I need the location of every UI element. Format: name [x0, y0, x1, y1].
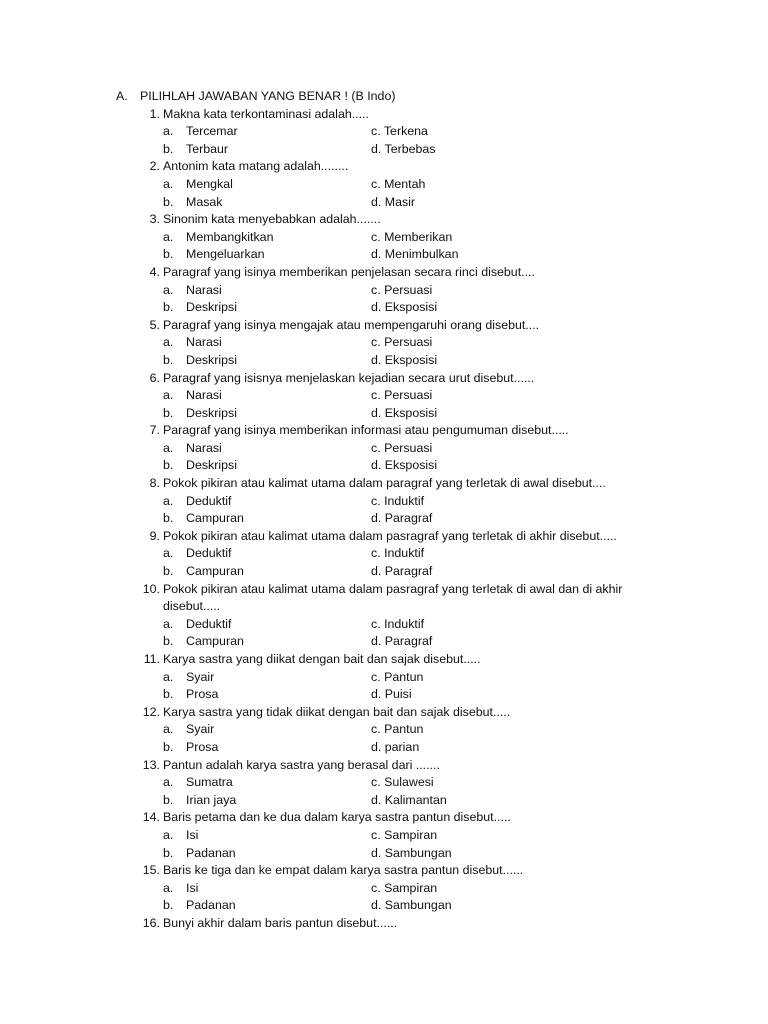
option-text: Membangkitkan	[186, 229, 274, 244]
option-text-right: c. Persuasi	[371, 388, 433, 403]
option-letter: a.	[163, 775, 174, 790]
question-text: Makna kata terkontaminasi adalah.....	[163, 106, 369, 121]
question-number: 3.	[149, 212, 160, 227]
option-row	[0, 633, 768, 651]
option-text-right: d. Menimbulkan	[371, 247, 459, 262]
question-line	[0, 651, 768, 669]
question-text: Bunyi akhir dalam baris pantun disebut......	[163, 915, 398, 930]
option-text-right: c. Pantun	[371, 722, 424, 737]
question-number: 9.	[149, 528, 160, 543]
question-text: Paragraf yang isisnya menjelaskan kejadian secara urut disebut......	[163, 370, 535, 385]
option-letter: a.	[163, 546, 174, 561]
question-text: Baris petama dan ke dua dalam karya sastra pantun disebut.....	[163, 810, 511, 825]
option-row	[0, 299, 768, 317]
option-letter: a.	[163, 722, 174, 737]
question-line	[0, 598, 768, 616]
option-letter: b.	[163, 458, 174, 473]
option-letter: b.	[163, 352, 174, 367]
option-row	[0, 686, 768, 704]
question-number: 2.	[149, 159, 160, 174]
question-number: 5.	[149, 317, 160, 332]
question-line	[0, 581, 768, 599]
option-row	[0, 669, 768, 687]
option-text-right: c. Persuasi	[371, 335, 433, 350]
question-text: Pokok pikiran atau kalimat utama dalam paragraf yang terletak di awal disebut....	[163, 476, 606, 491]
option-row	[0, 405, 768, 423]
option-row	[0, 352, 768, 370]
option-letter: a.	[163, 282, 174, 297]
question-text: Karya sastra yang tidak diikat dengan bait dan sajak disebut.....	[163, 704, 511, 719]
question-text: Paragraf yang isinya memberikan penjelasan secara rinci disebut....	[163, 264, 535, 279]
question-line	[0, 862, 768, 880]
option-text-right: c. Sampiran	[371, 827, 438, 842]
option-letter: b.	[163, 300, 174, 315]
question-line	[0, 809, 768, 827]
option-text-right: c. Sampiran	[371, 880, 438, 895]
question-line	[0, 422, 768, 440]
option-text: Campuran	[186, 564, 244, 579]
question-text: Sinonim kata menyebabkan adalah.......	[163, 212, 381, 227]
question-text: Antonim kata matang adalah........	[163, 159, 349, 174]
option-text-right: d. Paragraf	[371, 564, 433, 579]
option-letter: a.	[163, 827, 174, 842]
question-line	[0, 370, 768, 388]
question-text: Baris ke tiga dan ke empat dalam karya sastra pantun disebut......	[163, 863, 524, 878]
option-letter: b.	[163, 687, 174, 702]
option-letter: b.	[163, 898, 174, 913]
question-number: 6.	[149, 370, 160, 385]
question-text: Pantun adalah karya sastra yang berasal dari .......	[163, 757, 440, 772]
option-text-right: c. Induktif	[371, 546, 425, 561]
option-row	[0, 827, 768, 845]
option-text-right: d. Masir	[371, 194, 416, 209]
option-letter: a.	[163, 176, 174, 191]
option-text: Campuran	[186, 511, 244, 526]
option-text-right: d. Sambungan	[371, 845, 452, 860]
option-letter: a.	[163, 880, 174, 895]
option-text-right: d. Eksposisi	[371, 458, 438, 473]
question-text: Paragraf yang isinya memberikan informasi atau pengumuman disebut.....	[163, 423, 569, 438]
question-line	[0, 106, 768, 124]
option-letter: b.	[163, 194, 174, 209]
option-text-right: d. Kalimantan	[371, 792, 447, 807]
option-row	[0, 387, 768, 405]
option-text-right: c. Memberikan	[371, 229, 453, 244]
option-letter: a.	[163, 493, 174, 508]
option-row	[0, 176, 768, 194]
option-text: Campuran	[186, 634, 244, 649]
option-letter: b.	[163, 511, 174, 526]
option-row	[0, 493, 768, 511]
section-title: PILIHLAH JAWABAN YANG BENAR ! (B Indo)	[140, 89, 396, 103]
option-letter: a.	[163, 388, 174, 403]
option-text: Deduktif	[186, 493, 232, 508]
option-text: Isi	[186, 827, 199, 842]
option-row	[0, 880, 768, 898]
option-text: Irian jaya	[186, 792, 237, 807]
option-text: Prosa	[186, 687, 219, 702]
option-text-right: c. Induktif	[371, 493, 425, 508]
section-heading	[0, 88, 768, 106]
option-text: Mengkal	[186, 176, 233, 191]
question-number: 7.	[149, 423, 160, 438]
option-row	[0, 563, 768, 581]
question-line	[0, 211, 768, 229]
option-text: Isi	[186, 880, 199, 895]
option-text-right: d. Paragraf	[371, 634, 433, 649]
question-number: 12.	[142, 704, 160, 719]
option-text: Deskripsi	[186, 300, 237, 315]
question-list	[0, 106, 768, 933]
option-text: Deduktif	[186, 616, 232, 631]
option-text-right: d. Puisi	[371, 687, 412, 702]
option-letter: a.	[163, 229, 174, 244]
option-row	[0, 334, 768, 352]
question-number: 14.	[142, 810, 160, 825]
question-number: 4.	[149, 264, 160, 279]
option-text-right: d. parian	[371, 739, 420, 754]
option-text: Padanan	[186, 845, 236, 860]
option-text: Narasi	[186, 335, 222, 350]
option-text: Deskripsi	[186, 458, 237, 473]
option-row	[0, 774, 768, 792]
option-row	[0, 229, 768, 247]
option-row	[0, 792, 768, 810]
option-letter: a.	[163, 440, 174, 455]
option-row	[0, 246, 768, 264]
option-text-right: c. Mentah	[371, 176, 426, 191]
option-letter: a.	[163, 669, 174, 684]
option-text: Masak	[186, 194, 223, 209]
option-text: Syair	[186, 722, 215, 737]
question-number: 1.	[149, 106, 160, 121]
option-text: Mengeluarkan	[186, 247, 265, 262]
option-text: Sumatra	[186, 775, 233, 790]
option-letter: b.	[163, 141, 174, 156]
question-number: 10.	[142, 581, 160, 596]
option-text-right: d. Eksposisi	[371, 405, 438, 420]
option-text: Narasi	[186, 388, 222, 403]
option-row	[0, 510, 768, 528]
option-row	[0, 194, 768, 212]
question-line	[0, 915, 768, 933]
option-text-right: c. Induktif	[371, 616, 425, 631]
question-text: Paragraf yang isinya mengajak atau mempengaruhi orang disebut....	[163, 317, 540, 332]
option-text-right: d. Eksposisi	[371, 352, 438, 367]
option-letter: b.	[163, 564, 174, 579]
option-text-right: c. Persuasi	[371, 440, 433, 455]
option-letter: b.	[163, 845, 174, 860]
option-row	[0, 123, 768, 141]
option-row	[0, 739, 768, 757]
option-row	[0, 457, 768, 475]
option-text: Narasi	[186, 282, 222, 297]
option-text: Syair	[186, 669, 215, 684]
question-line	[0, 704, 768, 722]
question-text: Pokok pikiran atau kalimat utama dalam pasragraf yang terletak di awal dan di akhir	[163, 581, 623, 596]
option-text-right: d. Terbebas	[371, 141, 436, 156]
option-text-right: c. Sulawesi	[371, 775, 434, 790]
question-text: Karya sastra yang diikat dengan bait dan sajak disebut.....	[163, 652, 481, 666]
option-row	[0, 616, 768, 634]
question-text: Pokok pikiran atau kalimat utama dalam pasragraf yang terletak di akhir disebut.....	[163, 528, 617, 543]
option-letter: b.	[163, 739, 174, 754]
worksheet	[0, 88, 768, 933]
option-row	[0, 897, 768, 915]
option-letter: b.	[163, 792, 174, 807]
option-letter: b.	[163, 634, 174, 649]
question-line	[0, 757, 768, 775]
option-letter: a.	[163, 616, 174, 631]
option-text-right: d. Sambungan	[371, 898, 452, 913]
question-number: 16.	[142, 915, 160, 930]
option-row	[0, 440, 768, 458]
option-row	[0, 141, 768, 159]
option-text-right: c. Persuasi	[371, 282, 433, 297]
option-text: Narasi	[186, 440, 222, 455]
option-row	[0, 282, 768, 300]
option-text-right: c. Terkena	[371, 124, 428, 139]
option-text: Terbaur	[186, 141, 229, 156]
option-text-right: d. Paragraf	[371, 511, 433, 526]
question-line	[0, 475, 768, 493]
option-row	[0, 545, 768, 563]
question-number: 13.	[142, 757, 160, 772]
question-line	[0, 528, 768, 546]
question-number: 11.	[143, 652, 160, 666]
option-letter: a.	[163, 124, 174, 139]
question-number: 8.	[149, 476, 160, 491]
option-text-right: d. Eksposisi	[371, 300, 438, 315]
option-text: Tercemar	[186, 124, 238, 139]
question-text: disebut.....	[163, 599, 221, 614]
option-row	[0, 721, 768, 739]
option-letter: a.	[163, 335, 174, 350]
option-text: Deskripsi	[186, 352, 237, 367]
section-letter: A.	[116, 89, 128, 103]
option-text-right: c. Pantun	[371, 669, 424, 684]
option-text: Deskripsi	[186, 405, 237, 420]
question-line	[0, 317, 768, 335]
option-row	[0, 845, 768, 863]
question-line	[0, 158, 768, 176]
option-text: Prosa	[186, 739, 219, 754]
option-letter: b.	[163, 247, 174, 262]
option-text: Padanan	[186, 898, 236, 913]
question-line	[0, 264, 768, 282]
question-number: 15.	[142, 863, 160, 878]
option-letter: b.	[163, 405, 174, 420]
option-text: Deduktif	[186, 546, 232, 561]
